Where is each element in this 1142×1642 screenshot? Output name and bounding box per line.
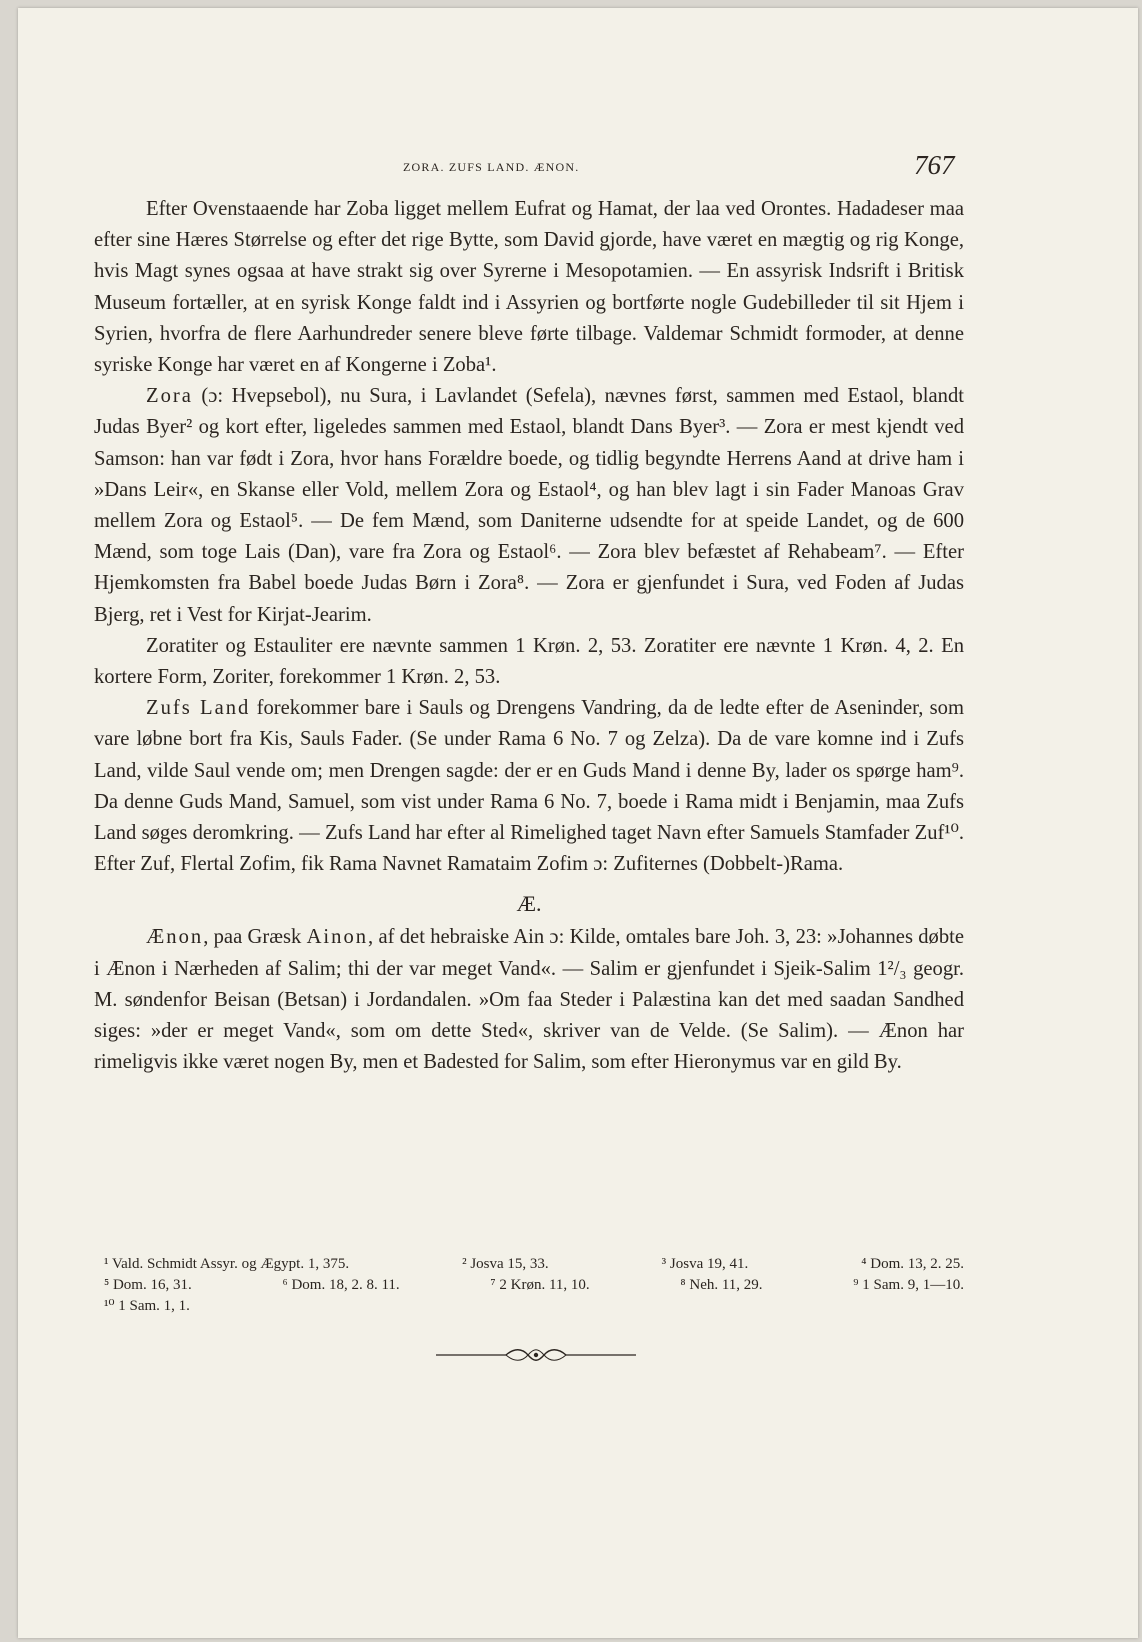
footnote-6: ⁶ Dom. 18, 2. 8. 11.: [282, 1277, 400, 1293]
entry-head-aenon: Ænon: [146, 926, 204, 949]
running-head: ZORA. ZUFS LAND. ÆNON.: [403, 160, 580, 174]
footnote-3: ³ Josva 19, 41.: [661, 1256, 749, 1272]
page-header: [18, 150, 1138, 190]
paragraph-aenon-text: , af det hebraiske Ain ɔ: Kilde, omtales bare Joh. 3, 23: »Johannes døbte i Ænon i Nærheden af Salim; thi der var meget Vand«. — Salim er gjenfundet i Sjeik-Salim 1²/₃ geogr. M. søndenfor Beisan (Betsan) i Jordandalen. »Om faa Steder i Palæstina kan det med saadan Sandhed siges: »der er meget Vand«, som om dette Sted«, skriver van de Velde. (Se Salim). — Ænon har rimeligvis ikke været nogen By, men et Badested for Salim, som efter Hieronymus var en gild By.: [94, 926, 964, 1074]
paragraph-aenon-mid: , paa Græsk: [203, 926, 307, 949]
paragraph-zoba-text: Efter Ovenstaaende har Zoba ligget mellem Eufrat og Hamat, der laa ved Orontes. Hadadeser maa efter sine Hæres Størrelse og efter det rige Bytte, som David gjorde, have været en mægtig og rig Konge, hvis Magt synes ogsaa at have strakt sig over Syrerne i Mesopotamien. — En assyrisk Indsrift i Britisk Museum fortæller, at en syrisk Konge faldt ind i Assyrien og bortførte nogle Gudebilleder til sit Hjem i Syrien, hvorfra de flere Aarhundreder senere bleve førte tilbage. Valdemar Schmidt formoder, at denne syriske Konge har været en af Kongerne i Zoba¹.: [94, 198, 964, 377]
book-page: [18, 8, 1138, 1638]
footnote-8: ⁸ Neh. 11, 29.: [680, 1277, 763, 1293]
paragraph-zufs-land-text: forekommer bare i Sauls og Drengens Vandring, da de ledte efter de Aseninder, som vare løbne bort fra Kis, Sauls Fader. (Se under Rama 6 No. 7 og Zelza). Da de vare komne ind i Zufs Land, vilde Saul vende om; men Drengen sagde: der er en Guds Mand i denne By, lader os spørge ham⁹. Da denne Guds Mand, Samuel, som vist under Rama 6 No. 7, boede i Rama midt i Benjamin, maa Zufs Land søges deromkring. — Zufs Land har efter al Rimelighed taget Navn efter Samuels Stamfader Zuf¹⁰. Efter Zuf, Flertal Zofim, fik Rama Navnet Ramataim Zofim ɔ: Zufiternes (Dobbelt-)Rama.: [94, 697, 964, 876]
paragraph-zora: [94, 381, 964, 631]
paragraph-zora-text: (ɔ: Hvepsebol), nu Sura, i Lavlandet (Sefela), nævnes først, sammen med Estaol, blandt Judas Byer² og kort efter, ligeledes sammen med Estaol, blandt Dans Byer³. — Zora er mest kjendt ved Samson: han var født i Zora, hvor hans Forældre boede, og tidlig begyndte Herrens Aand at drive ham i »Dans Leir«, en Skanse eller Vold, mellem Zora og Estaol⁴, og han blev lagt i sin Fader Manoas Grav mellem Zora og Estaol⁵. — De fem Mænd, som Daniterne udsendte for at speide Landet, og de 600 Mænd, som toge Lais (Dan), vare fra Zora og Estaol⁶. — Zora blev befæstet af Rehabeam⁷. — Efter Hjemkomsten fra Babel boede Judas Børn i Zora⁸. — Zora er gjenfundet i Sura, ved Foden af Judas Bjerg, ret i Vest for Kirjat-Jearim.: [94, 385, 964, 626]
paragraph-zoratiter-text: Zoratiter og Estauliter ere nævnte sammen 1 Krøn. 2, 53. Zoratiter ere nævnte 1 Krøn. 4, 2. En kortere Form, Zoriter, forekommer 1 Krøn. 2, 53.: [94, 634, 964, 689]
paragraph-zufs-land: [94, 693, 964, 880]
page-number: 767: [914, 150, 955, 180]
footnote-4: ⁴ Dom. 13, 2. 25.: [861, 1256, 964, 1272]
paragraph-zoratiter: [94, 631, 964, 693]
decorative-ornament-divider: [436, 1346, 636, 1364]
body-text: [94, 194, 964, 1078]
footnote-10: ¹⁰ 1 Sam. 1, 1.: [104, 1298, 190, 1314]
paragraph-zoba: [94, 194, 964, 381]
footnote-5: ⁵ Dom. 16, 31.: [104, 1277, 192, 1293]
entry-head-ainon: Ainon: [306, 926, 369, 949]
paragraph-aenon: [94, 922, 964, 1078]
footnote-row-2: [104, 1275, 964, 1296]
footnotes: [104, 1254, 964, 1317]
footnote-row-1: [104, 1254, 964, 1275]
entry-head-zora: Zora: [146, 385, 193, 408]
footnote-1: ¹ Vald. Schmidt Assyr. og Ægypt. 1, 375.: [104, 1256, 350, 1272]
footnote-2: ² Josva 15, 33.: [462, 1256, 549, 1272]
footnote-7: ⁷ 2 Krøn. 11, 10.: [490, 1277, 590, 1293]
footnote-9: ⁹ 1 Sam. 9, 1—10.: [853, 1277, 964, 1293]
entry-head-zufs-land: Zufs Land: [146, 697, 251, 720]
footnote-row-3: [104, 1296, 964, 1317]
section-letter: Æ.: [516, 891, 542, 917]
